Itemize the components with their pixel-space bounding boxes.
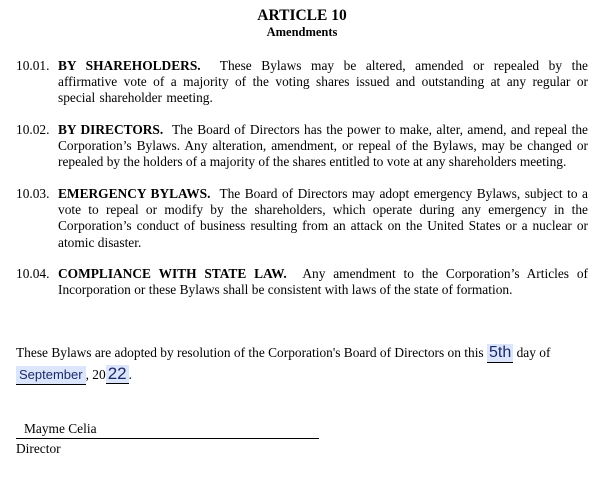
resolution-end: . [128, 367, 132, 382]
signer-name: Mayme Celia [24, 421, 97, 436]
article-subtitle: Amendments [266, 25, 338, 39]
adoption-resolution [16, 342, 591, 386]
signature-line [16, 438, 319, 439]
section-title: EMERGENCY BYLAWS. [58, 186, 211, 201]
section-text: These Bylaws may be altered, amended or repealed by the affirmative vote of a majority of the voting shares issued and outstanding at any regular or special shareholder meeting. [58, 58, 588, 106]
day-field[interactable]: 5th [489, 344, 512, 361]
section-10-02 [16, 122, 588, 171]
section-text: Any amendment to the Corporation’s Articles of Incorporation or these Bylaws shall be consistent with laws of the state of formation. [58, 266, 588, 298]
signer-title: Director [16, 441, 61, 456]
month-field[interactable]: September [16, 366, 86, 385]
resolution-text: These Bylaws are adopted by resolution of the Corporation's Board of Directors on this [16, 345, 484, 360]
year-prefix: , 20 [85, 367, 106, 382]
section-title: COMPLIANCE WITH STATE LAW. [58, 266, 287, 281]
section-title: BY DIRECTORS. [58, 122, 164, 137]
section-number: 10.02. [16, 122, 50, 137]
resolution-text-day-of: day of [516, 345, 551, 360]
section-text: The Board of Directors has the power to make, alter, amend, and repeal the Corporation’s Bylaws. Any alteration, amendment, or repeal of the Bylaws, may be changed or repealed by the holders of a majority of the shares entitled to vote at any shareholders meeting. [58, 122, 588, 170]
section-10-01 [16, 58, 588, 107]
section-number: 10.03. [16, 186, 50, 201]
section-title: BY SHAREHOLDERS. [58, 58, 201, 73]
section-10-03 [16, 186, 588, 251]
section-number: 10.04. [16, 266, 50, 281]
article-title: ARTICLE 10 [257, 7, 347, 24]
section-10-04 [16, 266, 588, 298]
section-text: The Board of Directors may adopt emergency Bylaws, subject to a vote to repeal or modify by the shareholders, which operate during any emergency in the Corporation’s conduct of business resulting from an attack on the United States or a nuclear or atomic disaster. [58, 186, 588, 250]
year-field[interactable]: 22 [107, 364, 127, 383]
section-number: 10.01. [16, 58, 50, 73]
